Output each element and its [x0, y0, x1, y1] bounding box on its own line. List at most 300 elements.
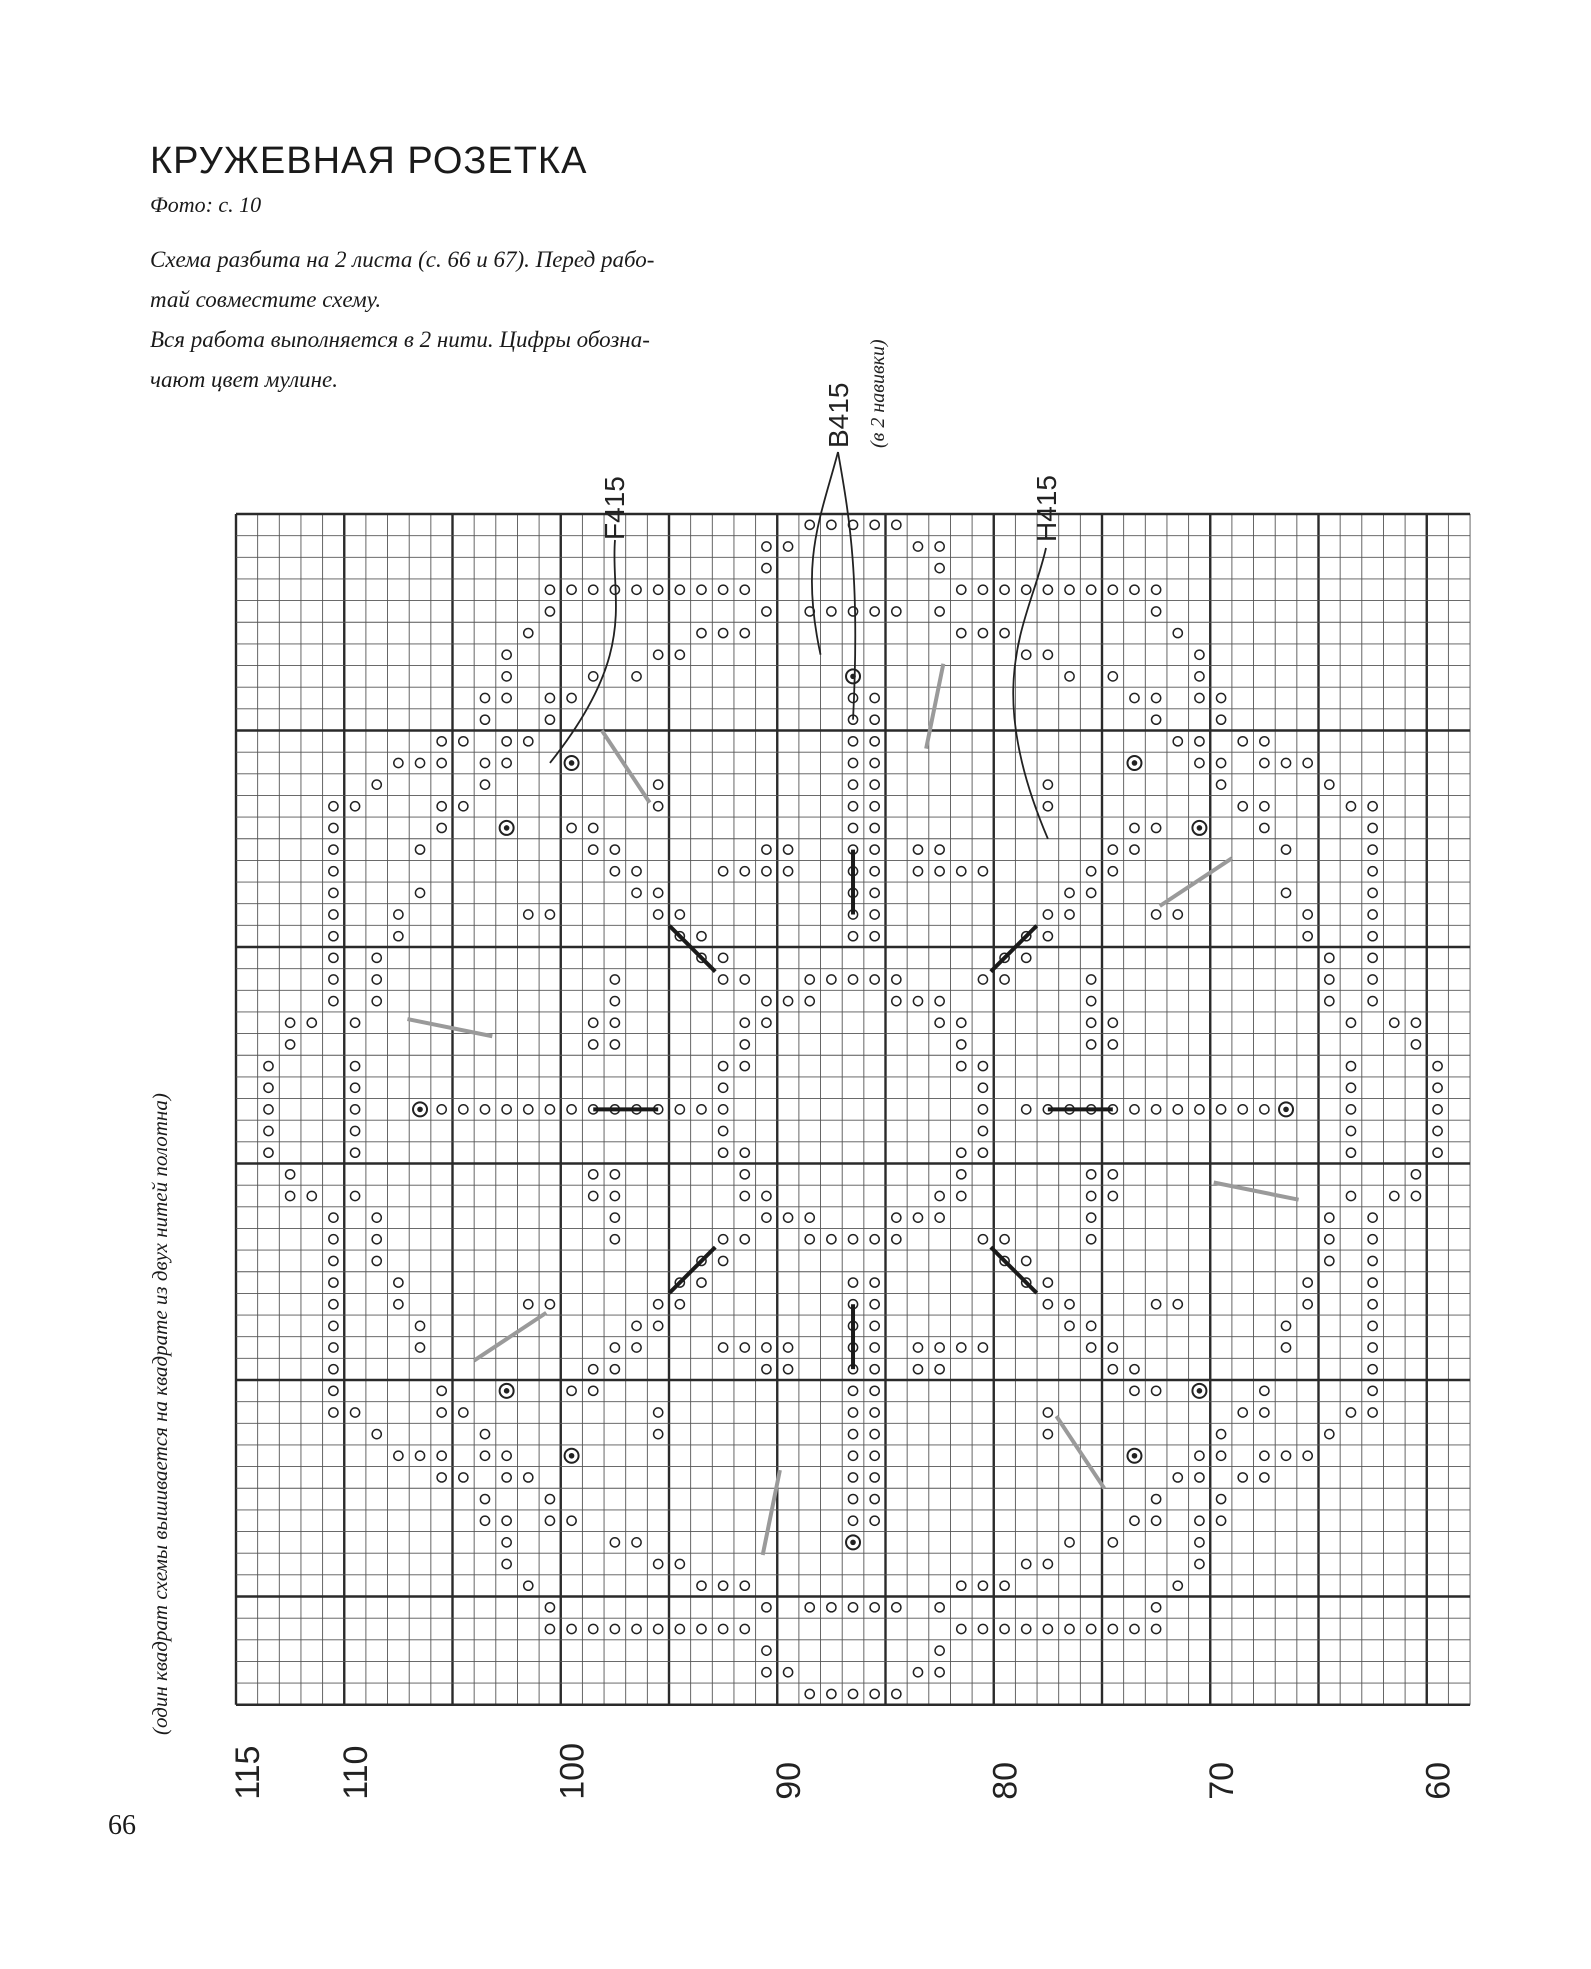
stitch-mark [1087, 585, 1096, 594]
stitch-mark [1216, 1105, 1225, 1114]
stitch-mark [827, 1235, 836, 1244]
stitch-mark [329, 1365, 338, 1374]
stitch-mark [1368, 1235, 1377, 1244]
stitch-mark [1195, 1473, 1204, 1482]
x-axis-label: 100 [553, 1743, 592, 1800]
stitch-mark [870, 975, 879, 984]
stitch-mark [502, 1105, 511, 1114]
stitch-mark [870, 607, 879, 616]
stitch-mark [654, 910, 663, 919]
stitch-mark [1325, 780, 1334, 789]
stitch-mark [697, 585, 706, 594]
stitch-mark [1000, 585, 1009, 594]
stitch-mark [1303, 932, 1312, 941]
stitch-mark [870, 1278, 879, 1287]
stitch-mark [1087, 1170, 1096, 1179]
stitch-mark [1325, 1213, 1334, 1222]
x-axis-label: 110 [337, 1745, 376, 1800]
stitch-mark [762, 1668, 771, 1677]
stitch-mark [935, 1213, 944, 1222]
stitch-mark [545, 715, 554, 724]
stitch-mark [437, 1105, 446, 1114]
stitch-mark [1173, 737, 1182, 746]
stitch-mark [762, 997, 771, 1006]
stitch-mark [610, 1235, 619, 1244]
stitch-mark [1433, 1126, 1442, 1135]
stitch-mark [329, 1278, 338, 1287]
stitch-mark [1152, 1494, 1161, 1503]
stitch-mark [437, 802, 446, 811]
stitch-mark [1152, 1603, 1161, 1612]
stitch-mark [632, 867, 641, 876]
stitch-mark [1433, 1105, 1442, 1114]
french-knot-core [504, 825, 510, 831]
stitch-mark [1173, 1581, 1182, 1590]
stitch-mark [350, 1105, 359, 1114]
stitch-mark [805, 975, 814, 984]
stitch-mark [1368, 823, 1377, 832]
stitch-mark [286, 1040, 295, 1049]
stitch-mark [1173, 1473, 1182, 1482]
stitch-mark [892, 1689, 901, 1698]
stitch-mark [719, 585, 728, 594]
stitch-mark [1108, 672, 1117, 681]
stitch-mark [1173, 1300, 1182, 1309]
stitch-mark [848, 1235, 857, 1244]
stitch-mark [415, 1343, 424, 1352]
stitch-mark [935, 1343, 944, 1352]
stitch-mark [1216, 1451, 1225, 1460]
stitch-mark [1152, 693, 1161, 702]
stitch-mark [697, 932, 706, 941]
stitch-mark [1152, 715, 1161, 724]
stitch-mark [264, 1105, 273, 1114]
french-knot-core [1132, 760, 1138, 766]
stitch-mark [935, 542, 944, 551]
stitch-mark [264, 1083, 273, 1092]
stitch-mark [827, 1689, 836, 1698]
stitch-mark [1087, 1343, 1096, 1352]
stitch-mark [1022, 585, 1031, 594]
stitch-mark [545, 1603, 554, 1612]
stitch-mark [870, 1473, 879, 1482]
stitch-mark [870, 715, 879, 724]
stitch-mark [1325, 997, 1334, 1006]
stitch-mark [415, 888, 424, 897]
stitch-mark [459, 1473, 468, 1482]
stitch-mark [1130, 585, 1139, 594]
stitch-mark [675, 1300, 684, 1309]
chart-x-axis-labels [229, 1743, 1458, 1800]
stitch-mark [1087, 1235, 1096, 1244]
stitch-mark [935, 1603, 944, 1612]
stitch-mark [1108, 1040, 1117, 1049]
stitch-mark [1238, 1473, 1247, 1482]
stitch-mark [1216, 1494, 1225, 1503]
stitch-mark [264, 1061, 273, 1070]
stitch-mark [1173, 628, 1182, 637]
stitch-mark [350, 1083, 359, 1092]
stitch-mark [783, 542, 792, 551]
stitch-mark [913, 1365, 922, 1374]
stitch-mark [567, 693, 576, 702]
stitch-mark [654, 802, 663, 811]
stitch-mark [286, 1018, 295, 1027]
stitch-mark [1000, 1235, 1009, 1244]
stitch-mark [286, 1191, 295, 1200]
stitch-mark [545, 1300, 554, 1309]
stitch-mark [1260, 1105, 1269, 1114]
french-knot-core [569, 1453, 575, 1459]
stitch-mark [1346, 1061, 1355, 1070]
stitch-mark [502, 1451, 511, 1460]
stitch-mark [654, 780, 663, 789]
stitch-mark [1216, 715, 1225, 724]
backstitch-dark [669, 1247, 715, 1293]
stitch-mark [329, 1321, 338, 1330]
stitch-mark [935, 1646, 944, 1655]
stitch-mark [394, 1451, 403, 1460]
stitch-mark [1238, 737, 1247, 746]
stitch-mark [459, 802, 468, 811]
stitch-mark [1368, 953, 1377, 962]
stitch-mark [762, 845, 771, 854]
stitch-mark [1368, 802, 1377, 811]
stitch-mark [719, 1343, 728, 1352]
stitch-mark [1108, 1343, 1117, 1352]
stitch-mark [567, 1386, 576, 1395]
stitch-mark [329, 867, 338, 876]
stitch-mark [719, 1126, 728, 1135]
stitch-mark [589, 585, 598, 594]
stitch-mark [459, 1408, 468, 1417]
stitch-mark [1303, 1278, 1312, 1287]
stitch-mark [892, 1603, 901, 1612]
stitch-mark [350, 1191, 359, 1200]
stitch-mark [870, 888, 879, 897]
stitch-mark [1152, 1516, 1161, 1525]
stitch-mark [1087, 1040, 1096, 1049]
french-knot-core [569, 760, 575, 766]
stitch-mark [740, 628, 749, 637]
stitch-mark [1281, 888, 1290, 897]
stitch-mark [329, 1408, 338, 1417]
x-axis-label: 90 [770, 1761, 809, 1800]
stitch-mark [1368, 1365, 1377, 1374]
stitch-mark [1108, 1191, 1117, 1200]
stitch-mark [1022, 1559, 1031, 1568]
stitch-mark [372, 953, 381, 962]
stitch-mark [1087, 1191, 1096, 1200]
stitch-mark [329, 823, 338, 832]
stitch-mark [329, 888, 338, 897]
stitch-mark [805, 1213, 814, 1222]
stitch-mark [805, 997, 814, 1006]
stitch-mark [870, 1343, 879, 1352]
stitch-mark [394, 910, 403, 919]
stitch-mark [1195, 1538, 1204, 1547]
stitch-mark [1065, 1624, 1074, 1633]
stitch-mark [870, 780, 879, 789]
stitch-mark [654, 1559, 663, 1568]
stitch-mark [1065, 672, 1074, 681]
stitch-mark [1152, 823, 1161, 832]
stitch-mark [783, 867, 792, 876]
stitch-mark [740, 1040, 749, 1049]
stitch-mark [957, 867, 966, 876]
stitch-mark [1130, 1386, 1139, 1395]
stitch-mark [524, 1473, 533, 1482]
stitch-mark [978, 1581, 987, 1590]
stitch-mark [1368, 1278, 1377, 1287]
stitch-mark [437, 737, 446, 746]
stitch-mark [740, 585, 749, 594]
stitch-mark [1130, 845, 1139, 854]
stitch-mark [848, 823, 857, 832]
stitch-mark [1281, 845, 1290, 854]
legend-leader [812, 452, 838, 655]
stitch-mark [870, 1321, 879, 1330]
stitch-mark [1043, 1278, 1052, 1287]
stitch-mark [502, 693, 511, 702]
stitch-mark [1065, 1321, 1074, 1330]
stitch-mark [1043, 802, 1052, 811]
stitch-mark [1000, 628, 1009, 637]
stitch-mark [1195, 1105, 1204, 1114]
stitch-mark [1216, 1430, 1225, 1439]
stitch-mark [459, 1105, 468, 1114]
stitch-mark [719, 867, 728, 876]
stitch-mark [1368, 867, 1377, 876]
stitch-mark [632, 1538, 641, 1547]
stitch-mark [935, 1365, 944, 1374]
stitch-mark [1022, 1256, 1031, 1265]
stitch-mark [805, 1689, 814, 1698]
stitch-mark [1346, 1191, 1355, 1200]
stitch-mark [524, 628, 533, 637]
stitch-mark [1195, 1559, 1204, 1568]
stitch-mark [675, 1559, 684, 1568]
stitch-mark [545, 1516, 554, 1525]
stitch-mark [892, 1213, 901, 1222]
stitch-mark [1173, 910, 1182, 919]
stitch-mark [329, 975, 338, 984]
stitch-mark [762, 1343, 771, 1352]
description-line: тай совместите схему. [150, 287, 382, 312]
stitch-mark [762, 564, 771, 573]
stitch-mark [1152, 585, 1161, 594]
stitch-mark [415, 1451, 424, 1460]
stitch-mark [610, 997, 619, 1006]
stitch-mark [545, 1624, 554, 1633]
stitch-mark [589, 845, 598, 854]
stitch-mark [1325, 975, 1334, 984]
legend-h415: H415 [1031, 475, 1062, 542]
stitch-mark [957, 1018, 966, 1027]
stitch-mark [870, 910, 879, 919]
stitch-mark [1303, 1300, 1312, 1309]
french-knot-core [1132, 1453, 1138, 1459]
stitch-mark [502, 1473, 511, 1482]
stitch-mark [1260, 1451, 1269, 1460]
stitch-mark [978, 1105, 987, 1114]
stitch-mark [545, 585, 554, 594]
stitch-mark [632, 1343, 641, 1352]
stitch-mark [1368, 975, 1377, 984]
stitch-mark [957, 1148, 966, 1157]
stitch-mark [913, 997, 922, 1006]
side-note: (один квадрат схемы вышивается на квадрате из двух нитей полотна) [148, 1093, 172, 1735]
stitch-mark [1130, 1624, 1139, 1633]
stitch-mark [978, 1343, 987, 1352]
stitch-mark [1087, 1213, 1096, 1222]
stitch-mark [1043, 910, 1052, 919]
stitch-mark [1346, 1126, 1355, 1135]
stitch-mark [567, 823, 576, 832]
stitch-mark [372, 1430, 381, 1439]
stitch-mark [1216, 693, 1225, 702]
stitch-mark [719, 975, 728, 984]
stitch-mark [1043, 1624, 1052, 1633]
stitch-mark [870, 1386, 879, 1395]
stitch-mark [1346, 1083, 1355, 1092]
stitch-mark [870, 932, 879, 941]
stitch-mark [978, 628, 987, 637]
stitch-mark [1368, 845, 1377, 854]
stitch-mark [329, 1213, 338, 1222]
stitch-mark [480, 693, 489, 702]
stitch-mark [502, 650, 511, 659]
stitch-mark [848, 802, 857, 811]
stitch-mark [935, 867, 944, 876]
stitch-mark [1390, 1191, 1399, 1200]
stitch-mark [740, 1061, 749, 1070]
stitch-mark [1130, 693, 1139, 702]
stitch-mark [654, 1624, 663, 1633]
french-knot-core [1197, 825, 1203, 831]
stitch-mark [719, 1061, 728, 1070]
stitch-mark [1043, 1300, 1052, 1309]
stitch-mark [1433, 1061, 1442, 1070]
legend-b415: B415 [823, 382, 854, 448]
stitch-mark [957, 1624, 966, 1633]
stitch-mark [870, 1430, 879, 1439]
stitch-mark [394, 758, 403, 767]
stitch-mark [848, 607, 857, 616]
stitch-mark [1108, 1018, 1117, 1027]
stitch-mark [437, 1408, 446, 1417]
stitch-mark [654, 1300, 663, 1309]
stitch-mark [567, 585, 576, 594]
stitch-mark [589, 1386, 598, 1395]
stitch-mark [805, 1235, 814, 1244]
stitch-mark [632, 888, 641, 897]
stitch-mark [697, 1624, 706, 1633]
stitch-mark [502, 1516, 511, 1525]
chart-legend [550, 339, 1062, 839]
stitch-mark [1411, 1170, 1420, 1179]
stitch-mark [1325, 1256, 1334, 1265]
stitch-mark [848, 1516, 857, 1525]
stitch-mark [1195, 672, 1204, 681]
stitch-mark [719, 1083, 728, 1092]
stitch-mark [740, 1581, 749, 1590]
stitch-mark [978, 975, 987, 984]
stitch-mark [1238, 1105, 1247, 1114]
stitch-mark [610, 1538, 619, 1547]
stitch-mark [783, 1668, 792, 1677]
stitch-mark [437, 1386, 446, 1395]
stitch-mark [654, 1430, 663, 1439]
stitch-mark [783, 1213, 792, 1222]
stitch-mark [762, 542, 771, 551]
stitch-mark [870, 693, 879, 702]
stitch-mark [1130, 1105, 1139, 1114]
stitch-mark [762, 1365, 771, 1374]
stitch-mark [1043, 585, 1052, 594]
stitch-mark [329, 802, 338, 811]
stitch-mark [870, 737, 879, 746]
stitch-mark [675, 1624, 684, 1633]
stitch-mark [1433, 1148, 1442, 1157]
stitch-mark [978, 867, 987, 876]
stitch-mark [1325, 1430, 1334, 1439]
stitch-mark [524, 910, 533, 919]
stitch-mark [329, 1343, 338, 1352]
stitch-mark [1152, 910, 1161, 919]
stitch-mark [589, 1018, 598, 1027]
stitch-mark [870, 1235, 879, 1244]
x-axis-label: 70 [1203, 1761, 1242, 1800]
stitch-mark [913, 1668, 922, 1677]
stitch-mark [350, 1126, 359, 1135]
stitch-mark [740, 867, 749, 876]
stitch-mark [978, 1126, 987, 1135]
stitch-mark [1065, 585, 1074, 594]
stitch-mark [286, 1170, 295, 1179]
stitch-mark [480, 1105, 489, 1114]
stitch-mark [1108, 867, 1117, 876]
stitch-mark [480, 715, 489, 724]
stitch-mark [1173, 1105, 1182, 1114]
stitch-mark [524, 1581, 533, 1590]
stitch-mark [502, 758, 511, 767]
stitch-mark [848, 975, 857, 984]
stitch-mark [1000, 1624, 1009, 1633]
stitch-mark [545, 607, 554, 616]
stitch-mark [1195, 650, 1204, 659]
stitch-mark [870, 1408, 879, 1417]
stitch-mark [848, 1494, 857, 1503]
stitch-mark [762, 1603, 771, 1612]
stitch-mark [1368, 1300, 1377, 1309]
stitch-mark [1433, 1083, 1442, 1092]
stitch-mark [459, 737, 468, 746]
stitch-mark [1303, 758, 1312, 767]
stitch-mark [502, 1538, 511, 1547]
page-number: 66 [108, 1810, 136, 1841]
stitch-mark [1195, 737, 1204, 746]
stitch-mark [848, 1278, 857, 1287]
stitch-mark [1411, 1040, 1420, 1049]
stitch-mark [1022, 1624, 1031, 1633]
stitch-mark [1195, 1516, 1204, 1525]
stitch-mark [848, 1451, 857, 1460]
stitch-mark [978, 1083, 987, 1092]
stitch-mark [1043, 932, 1052, 941]
stitch-mark [589, 1624, 598, 1633]
stitch-mark [1325, 1235, 1334, 1244]
